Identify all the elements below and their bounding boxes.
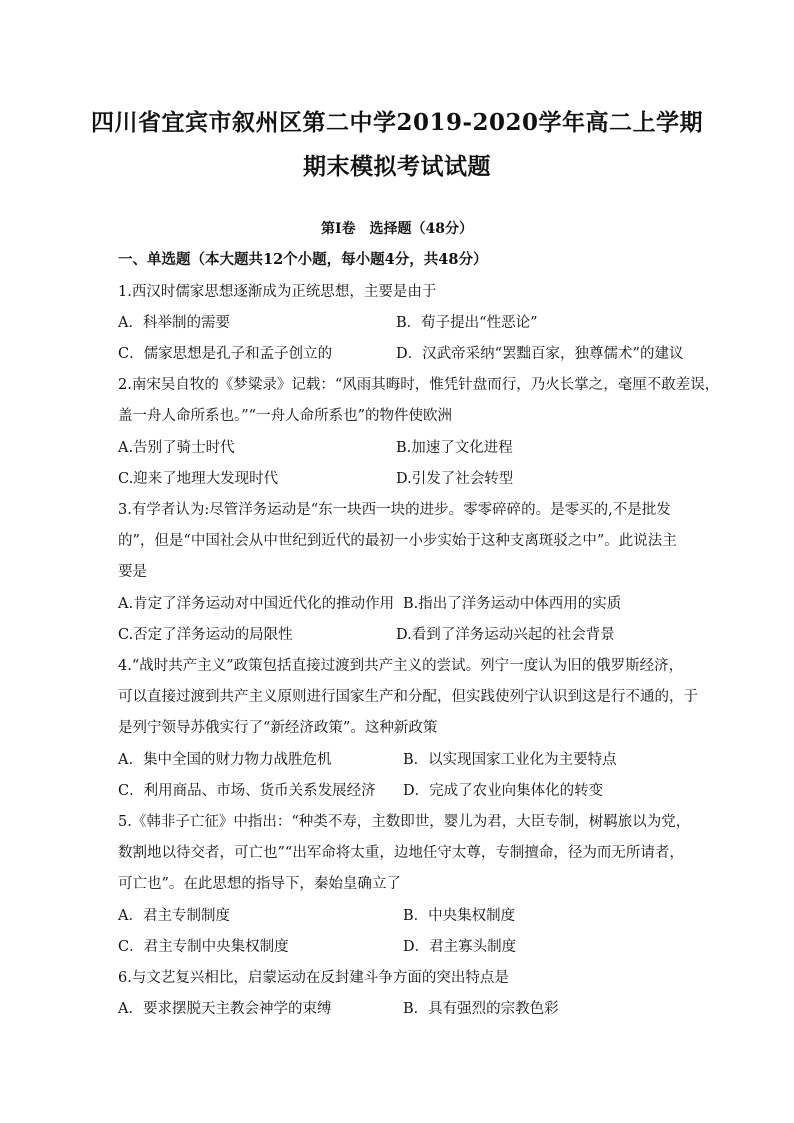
question-4-stem-line2: 可以直接过渡到共产主义原则进行国家生产和分配，但实践使列宁认识到这是行不通的，于 [118, 689, 698, 705]
question-4-stem-line3: 是列宁领导苏俄实行了“新经济政策”。这种新政策 [118, 720, 438, 736]
question-2-stem-line1: 2.南宋吴自牧的《梦粱录》记载：“风雨其晦时，惟凭针盘而行，乃火长掌之，毫厘不敢差误， [118, 377, 720, 393]
question-3-option-c: C.否定了洋务运动的局限性 [118, 627, 293, 643]
question-2-stem-line2: 盖一舟人命所系也。”“一舟人命所系也”的物件使欧洲 [118, 408, 452, 424]
question-4-option-c: C．利用商品、市场、货币关系发展经济 [118, 783, 376, 799]
question-3-option-b: B.指出了洋务运动中体西用的实质 [403, 596, 622, 612]
question-5-stem-line1: 5.《韩非子亡征》中指出：“种类不寿，主数即世，婴儿为君，大臣专制，树羁旅以为党， [118, 814, 691, 830]
question-3-option-d: D.看到了洋务运动兴起的社会背景 [396, 627, 615, 643]
question-4-stem-line1: 4.“战时共产主义”政策包括直接过渡到共产主义的尝试。列宁一度认为旧的俄罗斯经济， [118, 658, 684, 674]
question-5-option-d: D．君主寡头制度 [403, 939, 517, 955]
question-3-stem-line1: 3.有学者认为:尽管洋务运动是“东一块西一块的进步。零零碎碎的。是零买的,不是批发 [118, 502, 671, 518]
question-6-option-a: A．要求摆脱天主教会神学的束缚 [118, 1001, 332, 1017]
question-2-option-a: A.告别了骑士时代 [118, 440, 235, 456]
exam-title-line2: 期末模拟考试试题 [303, 153, 491, 180]
question-2-option-c: C.迎来了地理大发现时代 [118, 471, 279, 487]
exam-title-line1: 四川省宜宾市叙州区第二中学2019-2020学年高二上学期 [90, 109, 704, 136]
question-2-option-d: D.引发了社会转型 [396, 471, 514, 487]
question-4-option-a: A．集中全国的财力物力战胜危机 [118, 752, 332, 768]
question-2-option-b: B.加速了文化进程 [396, 440, 513, 456]
question-1-option-d: D．汉武帝采纳“罢黜百家，独尊儒术”的建议 [396, 346, 684, 362]
question-1-stem: 1.西汉时儒家思想逐渐成为正统思想，主要是由于 [118, 284, 437, 300]
question-3-stem-line3: 要是 [118, 564, 147, 580]
question-5-option-a: A．君主专制制度 [118, 908, 230, 924]
question-5-option-b: B．中央集权制度 [403, 908, 516, 924]
question-1-option-a: A．科举制的需要 [118, 315, 230, 331]
question-6-stem: 6.与文艺复兴相比，启蒙运动在反封建斗争方面的突出特点是 [118, 970, 509, 986]
part1-heading: 一、单选题（本大题共12个小题，每小题4分，共48分） [118, 251, 488, 268]
question-1-option-c: C．儒家思想是孔子和孟子创立的 [118, 346, 333, 362]
question-5-stem-line3: 可亡也”。在此思想的指导下，秦始皇确立了 [118, 876, 401, 892]
question-4-option-b: B．以实现国家工业化为主要特点 [403, 752, 617, 768]
question-6-option-b: B．具有强烈的宗教色彩 [403, 1001, 559, 1017]
question-3-stem-line2: 的”，但是“中国社会从中世纪到近代的最初一小步实始于这种支离斑驳之中”。此说法主 [118, 533, 677, 549]
question-5-option-c: C．君主专制中央集权制度 [118, 939, 289, 955]
question-4-option-d: D．完成了农业向集体化的转变 [403, 783, 604, 799]
question-5-stem-line2: 数割地以待交者，可亡也”“出军命将太重，边地任守太尊，专制擅命，径为而无所请者， [118, 845, 684, 861]
question-3-option-a: A.肯定了洋务运动对中国近代化的推动作用 [118, 596, 395, 612]
section-title: 第Ⅰ卷 选择题（48分） [320, 221, 474, 237]
question-1-option-b: B．荀子提出“性恶论” [396, 315, 538, 331]
